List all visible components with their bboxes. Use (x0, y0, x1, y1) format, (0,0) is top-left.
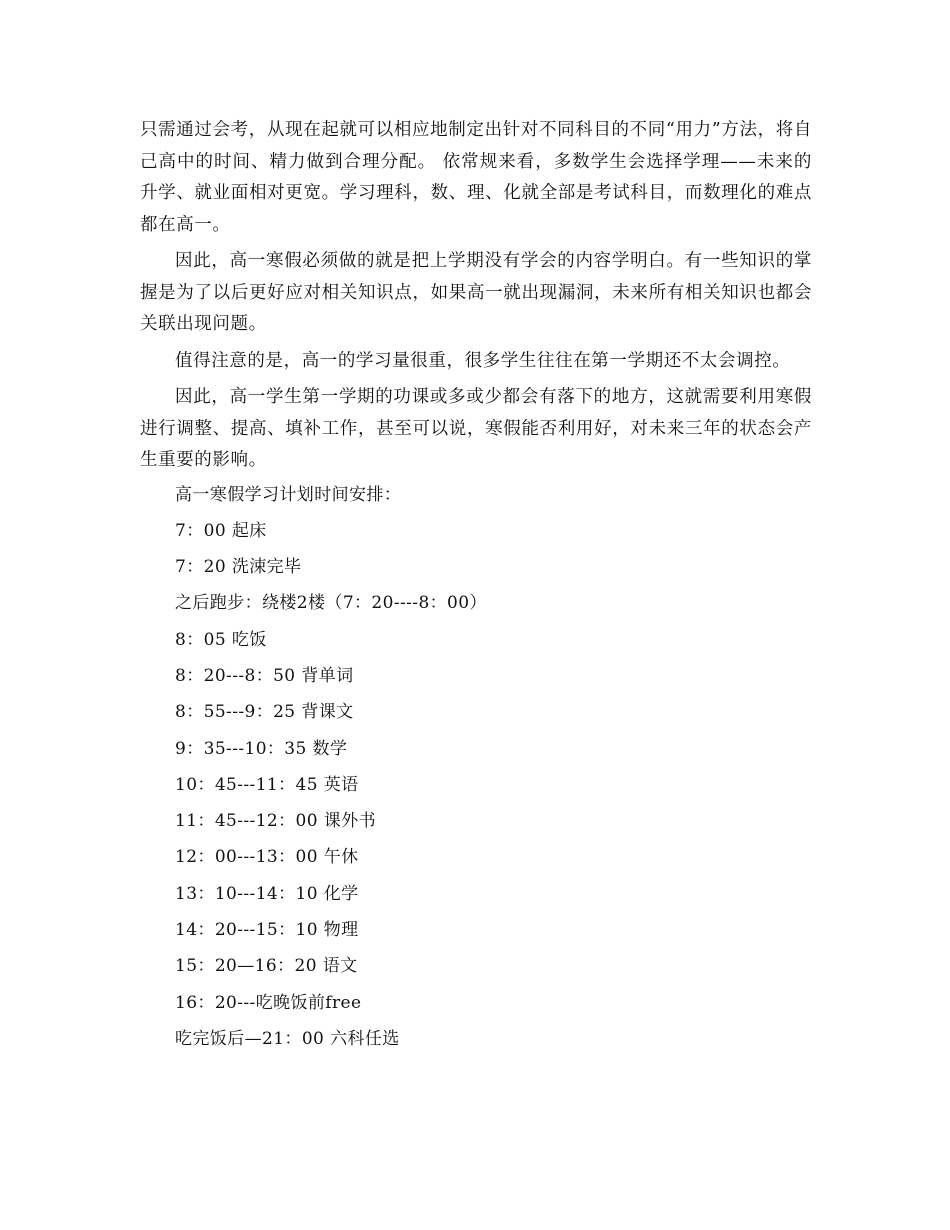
schedule-item: 9：35---10：35 数学 (175, 738, 348, 759)
schedule-list (140, 477, 812, 1058)
paragraph-study-load: 值得注意的是，高一的学习量很重，很多学生往往在第一学期还不太会调控。 (175, 350, 791, 371)
paragraph-adjustment: 因此，高一学生第一学期的功课或多或少都会有落下的地方，这就需要利用寒假进行调整、提高、填补工作，甚至可以说，寒假能否利用好，对未来三年的状态会产生重要的影响。 (140, 387, 812, 470)
schedule-item: 14：20---15：10 物理 (175, 920, 359, 941)
paragraph-winter-break-task: 因此，高一寒假必须做的就是把上学期没有学会的内容学明白。有一些知识的掌握是为了以后更好应对相关知识点，如果高一就出现漏洞，未来所有相关知识也都会关联出现问题。 (140, 251, 812, 334)
schedule-item: 15：20—16：20 语文 (175, 956, 358, 977)
schedule-item: 8：05 吃饭 (175, 629, 267, 650)
schedule-item: 13：10---14：10 化学 (175, 883, 359, 904)
schedule-item: 8：55---9：25 背课文 (175, 702, 354, 723)
schedule-item: 8：20---8：50 背单词 (175, 665, 354, 686)
schedule-item: 16：20---吃晚饭前free (175, 992, 362, 1013)
schedule-title: 高一寒假学习计划时间安排： (175, 484, 402, 505)
schedule-item: 7：20 洗涑完毕 (175, 557, 302, 578)
schedule-item: 12：00---13：00 午休 (175, 847, 359, 868)
document-body (140, 115, 812, 1057)
paragraph-intro: 只需通过会考，从现在起就可以相应地制定出针对不同科目的不同“用力”方法，将自己高中的时间、精力做到合理分配。 依常规来看，多数学生会选择学理——未来的升学、就业面相对更宽。学习理科，数、理、化就全部是考试科目，而数理化的难点都在高一。 (140, 120, 812, 235)
schedule-item: 吃完饭后—21：00 六科任选 (175, 1028, 400, 1049)
schedule-item: 7：00 起床 (175, 520, 267, 541)
schedule-item: 10：45---11：45 英语 (175, 774, 359, 795)
schedule-item: 之后跑步：绕楼2楼（7：20----8：00） (175, 593, 487, 614)
schedule-item: 11：45---12：00 课外书 (175, 811, 376, 832)
